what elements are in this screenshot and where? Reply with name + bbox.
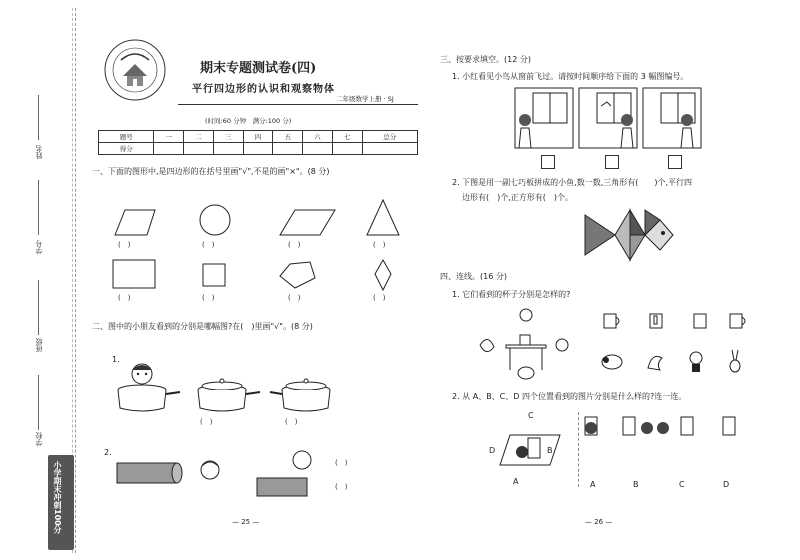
- question-3: 三、按要求填空。(12 分): [440, 55, 531, 64]
- dog-icon: [556, 339, 568, 351]
- question-4: 四、连线。(16 分): [440, 272, 507, 281]
- table-cell: 三: [213, 131, 243, 143]
- question-3-2-line-2: 边形有( )个,正方形有( )个。: [462, 193, 574, 202]
- tangram-triangle: [585, 215, 615, 255]
- cup-icon: [520, 335, 530, 345]
- answer-paren[interactable]: ( ): [202, 241, 215, 249]
- tangram-fish-figure: [585, 205, 675, 267]
- table-cell: 一: [154, 131, 184, 143]
- table-cell: 五: [273, 131, 303, 143]
- cat-icon: [518, 367, 534, 379]
- parallelogram-shape: [280, 210, 335, 235]
- tangram-triangle: [630, 210, 645, 235]
- order-answer-box[interactable]: [668, 155, 682, 169]
- score-cell[interactable]: [303, 143, 333, 155]
- squirrel-icon[interactable]: [648, 356, 662, 370]
- fish-eye-icon: [661, 231, 665, 235]
- rabbit-icon: [520, 309, 532, 321]
- pentagon-shape: [280, 262, 315, 288]
- window-panel: [579, 88, 637, 148]
- score-cell[interactable]: [184, 143, 214, 155]
- cat-icon[interactable]: [602, 355, 622, 369]
- view-options-row: [583, 415, 748, 437]
- score-cell[interactable]: [273, 143, 303, 155]
- cup-view-icon[interactable]: [650, 314, 662, 328]
- brand-badge-text: 小学期末冲刺100分: [53, 461, 62, 534]
- grade-tag: 二年级数学上册 · SJ: [336, 95, 394, 103]
- table-cell: 总分: [362, 131, 418, 143]
- order-answer-box[interactable]: [541, 155, 555, 169]
- dog-icon[interactable]: [690, 352, 702, 372]
- name-label: 姓名: [35, 145, 43, 159]
- view-option[interactable]: [681, 417, 735, 435]
- tangram-triangle: [615, 210, 630, 260]
- table-cell: 二: [184, 131, 214, 143]
- cup-view-icon[interactable]: [604, 314, 619, 328]
- animal-options-row: [600, 348, 750, 374]
- house-seal-icon: [103, 38, 167, 102]
- position-label-a: A: [513, 477, 519, 486]
- position-label-c: C: [528, 411, 534, 420]
- answer-paren[interactable]: ( ): [335, 483, 348, 491]
- q1-shapes-row-1: [105, 200, 425, 240]
- cup-options-row: [602, 312, 752, 332]
- q1-shapes-row-2: [105, 258, 425, 293]
- table-cell: 题号: [99, 131, 154, 143]
- question-4-1: 1. 它们看到的杯子分别是怎样的?: [452, 290, 571, 299]
- view-option[interactable]: [585, 417, 597, 435]
- question-2: 二、图中的小朋友看到的分别是哪幅图?在( )里画"√"。(8 分): [92, 322, 313, 331]
- table-cell: 四: [243, 131, 273, 143]
- score-cell[interactable]: [243, 143, 273, 155]
- page-number-right: — 26 —: [585, 518, 613, 526]
- rabbit-icon[interactable]: [730, 350, 740, 372]
- answer-label: D: [723, 480, 730, 489]
- box-icon: [528, 438, 540, 458]
- binding-strip: [0, 0, 92, 560]
- answer-paren[interactable]: ( ): [200, 418, 213, 426]
- position-label-d: D: [489, 446, 496, 455]
- answer-paren[interactable]: ( ): [285, 418, 298, 426]
- window-panel: [515, 88, 573, 148]
- ball-icon: [516, 446, 528, 458]
- cup-view-icon[interactable]: [694, 314, 706, 328]
- answer-paren[interactable]: ( ): [335, 459, 348, 467]
- class-line: [38, 280, 39, 335]
- answer-paren[interactable]: ( ): [288, 294, 301, 302]
- window-panel: [643, 88, 701, 148]
- triangle-shape: [367, 200, 399, 235]
- school-line: [38, 375, 39, 430]
- class-label: 班级: [35, 338, 43, 352]
- cut-line: [75, 8, 76, 553]
- answer-paren[interactable]: ( ): [118, 241, 131, 249]
- page-subtitle: 平行四边形的认识和观察物体: [192, 84, 335, 95]
- score-cell[interactable]: [154, 143, 184, 155]
- student-id-label: 学号: [35, 240, 43, 254]
- table-cell: 七: [332, 131, 362, 143]
- q2-item-2-label: 2.: [104, 448, 112, 457]
- position-label-b: B: [547, 446, 553, 455]
- answer-paren[interactable]: ( ): [118, 294, 131, 302]
- q2-cylinder-figure: [112, 448, 332, 498]
- score-cell[interactable]: [332, 143, 362, 155]
- circle-view-icon: [293, 451, 311, 469]
- q2-item-1-label: 1.: [112, 355, 120, 364]
- question-4-2: 2. 从 A、B、C、D 四个位置看到的图片分别是什么样的?连一连。: [452, 392, 687, 401]
- answer-label: C: [679, 480, 685, 489]
- table-cell: 六: [303, 131, 333, 143]
- table-cell: 得分: [99, 143, 154, 155]
- question-3-2-line-1: 2. 下图是用一副七巧板拼成的小鱼,数一数,三角形有( )个,平行四: [452, 178, 693, 187]
- question-1: 一、下面的图形中,是四边形的在括号里画"√",不是的画"×"。(8 分): [92, 167, 330, 176]
- animals-table-figure: [470, 305, 580, 383]
- answer-label: A: [590, 480, 596, 489]
- time-info: (时间:60 分钟 满分:100 分): [205, 117, 292, 125]
- page-number-left: — 25 —: [232, 518, 260, 526]
- trapezoid-shape: [115, 210, 155, 235]
- order-answer-box[interactable]: [605, 155, 619, 169]
- answer-paren[interactable]: ( ): [373, 241, 386, 249]
- rectangle-view-icon: [257, 478, 307, 496]
- divider-dashed: [578, 412, 579, 487]
- answer-paren[interactable]: ( ): [202, 294, 215, 302]
- score-cell[interactable]: [362, 143, 418, 155]
- score-table-header-row: [99, 131, 418, 143]
- school-label: 学校: [35, 432, 43, 446]
- view-option[interactable]: [623, 417, 635, 435]
- circle-shape: [200, 205, 230, 235]
- score-table: [98, 130, 418, 155]
- child-head-icon: [201, 461, 219, 479]
- squirrel-icon: [480, 339, 494, 351]
- score-cell[interactable]: [213, 143, 243, 155]
- q3-window-panels: [515, 88, 705, 150]
- square-shape: [203, 264, 225, 286]
- page-title: 期末专题测试卷(四): [200, 61, 317, 76]
- answer-label: B: [633, 480, 639, 489]
- answer-paren[interactable]: ( ): [373, 294, 386, 302]
- rectangle-shape: [113, 260, 155, 288]
- answer-paren[interactable]: ( ): [288, 241, 301, 249]
- title-rule: [178, 104, 418, 105]
- rhombus-shape: [375, 260, 391, 290]
- cylinder-icon: [117, 463, 177, 483]
- tangram-triangle: [630, 235, 645, 260]
- view-option[interactable]: [641, 422, 669, 434]
- question-3-1: 1. 小红看见小鸟从窗前飞过。请按时间顺序给下面的 3 幅图编号。: [452, 72, 689, 81]
- brand-badge: [48, 455, 74, 550]
- cup-view-icon[interactable]: [730, 314, 745, 328]
- brand-seal: [103, 38, 167, 102]
- student-id-line: [38, 180, 39, 235]
- name-line: [38, 95, 39, 140]
- q2-pots-figure: [110, 362, 410, 417]
- score-table-score-row: [99, 143, 418, 155]
